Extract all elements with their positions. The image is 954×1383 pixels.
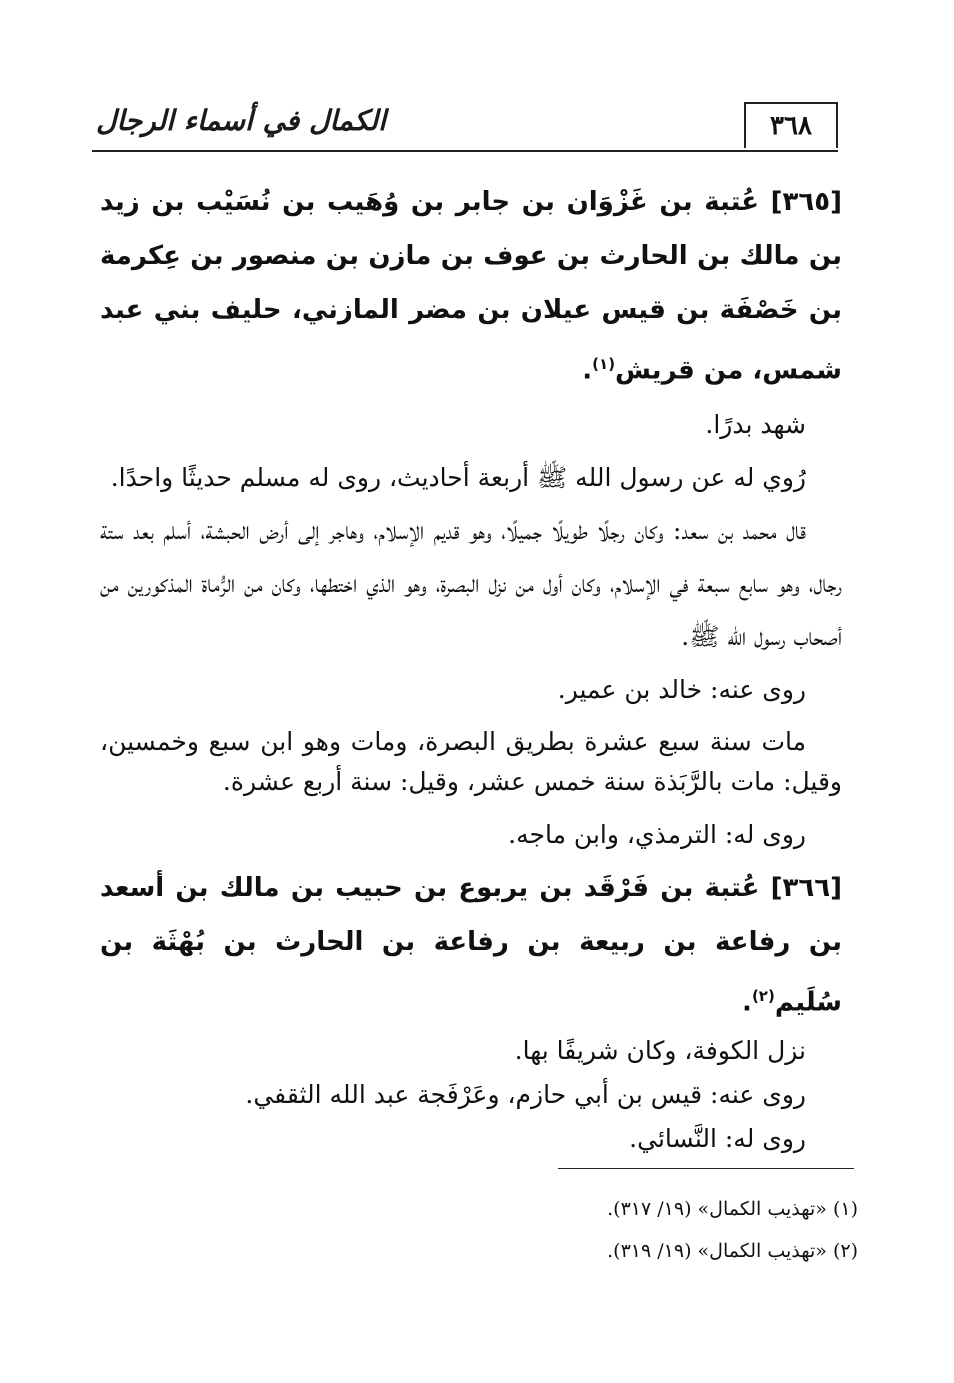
entry-name: عُتبة بن فَرْقَد بن يربوع بن حبيب بن مالك بن أسعد بن رفاعة بن ربيعة بن رفاعة بن الحارث بن بُهْثَة بن سُلَيم — [100, 872, 842, 1018]
paragraph: روى له: النَّسائي. — [629, 1124, 806, 1154]
page-header — [92, 100, 838, 152]
page-number: ٣٦٨ — [744, 102, 838, 148]
entry-number: [٣٦٦] — [770, 872, 842, 903]
entry-heading-365 — [100, 175, 842, 398]
entry-heading-366 — [100, 861, 842, 1030]
footnote-ref: (٢) — [751, 986, 775, 1005]
entry-name-end: . — [742, 987, 752, 1018]
main-text — [100, 175, 842, 1161]
entry-name: عُتبة بن غَزْوَان بن جابر بن وُهَيب بن نُسَيْب بن زيد بن مالك بن الحارث بن عوف بن مازن بن منصور بن عِكرمة بن خَصْفَة بن قيس عيلان بن مضر المازني، حليف بني عبد شمس، من قريش — [100, 187, 842, 386]
entry-name-end: . — [582, 355, 593, 386]
footnotes — [158, 1188, 858, 1272]
footnote-1: (١) «تهذيب الكمال» (١٩/ ٣١٧). — [607, 1198, 858, 1220]
paragraph: روى عنه: خالد بن عمير. — [557, 674, 806, 704]
paragraph: روى له: الترمذي، وابن ماجه. — [508, 819, 806, 849]
paragraph: رُوي له عن رسول الله ﷺ أربعة أحاديث، روى له مسلم حديثًا واحدًا. — [110, 462, 806, 492]
footnote-separator — [558, 1168, 854, 1169]
paragraph: نزل الكوفة، وكان شريفًا بها. — [514, 1036, 806, 1066]
footnote-2: (٢) «تهذيب الكمال» (١٩/ ٣١٩). — [607, 1240, 858, 1262]
paragraph: روى عنه: قيس بن أبي حازم، وعَرْفَجة عبد الله الثقفي. — [245, 1080, 806, 1110]
paragraph: مات سنة سبع عشرة بطريق البصرة، ومات وهو ابن سبع وخمسين، وقيل: مات بالرَّبَذة سنة خمس عشر، وقيل: سنة أربع عشرة. — [100, 726, 842, 796]
paragraph: قال محمد بن سعد: وكان رجلًا طويلًا جميلًا، وهو قديم الإسلام، وهاجر إلى أرض الحبشة، أسلم بعد ستة رجال، وهو سابع سبعة في الإسلام، وكان أول من نزل البصرة، وهو الذي اختطها، وكان من الرُّماة المذكورين من أصحاب رسول الله ﷺ. — [100, 515, 842, 651]
footnote-ref: (١) — [592, 355, 616, 373]
entry-number: [٣٦٥] — [770, 187, 842, 217]
book-title: الكمال في أسماء الرجال — [96, 104, 386, 137]
header-rule — [92, 150, 838, 152]
paragraph: شهد بدرًا. — [705, 409, 806, 439]
